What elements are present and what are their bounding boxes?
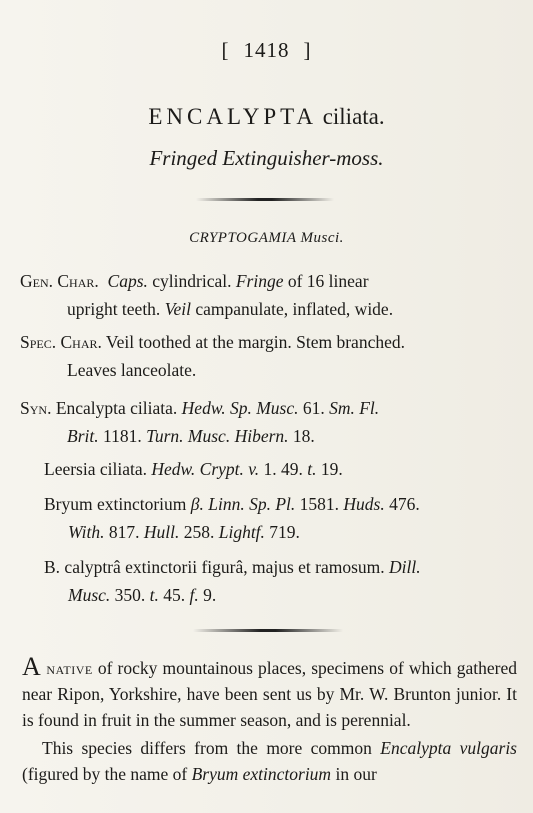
order-name: Musci.	[300, 230, 344, 246]
bryum-ref-linn: β. Linn. Sp. Pl.	[190, 494, 296, 514]
description-text-2: This species differs from the more common	[42, 738, 381, 758]
syn-text-2: 61.	[298, 398, 330, 418]
bryum-num-4: 258.	[179, 522, 219, 542]
syn-text-3: 1181.	[98, 426, 147, 446]
synonym-bryum	[44, 490, 420, 546]
bryum-name: Bryum extinctorium	[44, 494, 191, 514]
syn-text-4: 18.	[288, 426, 315, 446]
description-paragraph-2	[22, 735, 517, 787]
description-paragraph-1	[22, 654, 517, 733]
leersia-num: 1. 49.	[259, 459, 308, 479]
bryum-num-5: 719.	[264, 522, 300, 542]
description-text-3: (figured by the name of	[22, 764, 192, 784]
bcal-f: f.	[189, 585, 199, 605]
ornamental-rule-top	[196, 198, 334, 201]
bcal-num-2: 45.	[158, 585, 190, 605]
bryum-num-2: 476.	[384, 494, 420, 514]
gen-char-caps: Caps.	[107, 271, 148, 291]
syn-ref-hedw: Hedw. Sp. Musc.	[181, 398, 299, 418]
synonym-dillenius	[44, 553, 421, 609]
spec-char-text-1: Veil toothed at the margin. Stem branched.	[101, 332, 405, 352]
gen-char-veil: Veil	[164, 299, 191, 319]
common-name: Fringed Extinguisher-moss.	[149, 146, 384, 170]
ornamental-rule-bottom	[193, 629, 343, 632]
leersia-t: t.	[307, 459, 317, 479]
syn-ref-turn: Turn. Musc. Hibern.	[146, 426, 289, 446]
bryum-ref-lightf: Lightf.	[218, 522, 265, 542]
gen-char-label: Gen. Char.	[20, 271, 99, 291]
bryum-ref-hull: Hull.	[143, 522, 180, 542]
leersia-name: Leersia ciliata.	[44, 459, 152, 479]
plate-number	[0, 38, 533, 63]
description-text-4: in our	[331, 764, 377, 784]
leersia-num-2: 19.	[316, 459, 343, 479]
native-word: native	[40, 658, 93, 678]
plate-close-bracket: ]	[303, 38, 312, 62]
description	[22, 654, 517, 787]
specific-character	[20, 328, 405, 384]
genus-name: ENCALYPTA	[148, 104, 317, 129]
spec-char-label: Spec. Char.	[20, 332, 102, 352]
bcal-num-1: 350.	[110, 585, 150, 605]
bcal-text: B. calyptrâ extinctorii figurâ, majus et ramosum.	[44, 557, 390, 577]
gen-char-text-4: campanulate, inflated, wide.	[190, 299, 394, 319]
encalypta-vulgaris: Encalypta vulgaris	[380, 738, 517, 758]
bryum-ref-huds: Huds.	[343, 494, 385, 514]
leersia-ref: Hedw. Crypt. v.	[151, 459, 260, 479]
syn-label: Syn.	[20, 398, 52, 418]
class-name: CRYPTOGAMIA	[189, 230, 297, 246]
gen-char-text-2: of 16 linear	[283, 271, 369, 291]
generic-character	[20, 267, 393, 323]
plate-open-bracket: [	[221, 38, 230, 62]
syn-ref-brit: Brit.	[67, 426, 99, 446]
species-title	[0, 104, 533, 130]
bryum-num-1: 1581.	[295, 494, 344, 514]
plate-number-value: 1418	[243, 38, 290, 62]
species-epithet: ciliata.	[322, 104, 385, 129]
spec-char-text-2: Leaves lanceolate.	[67, 360, 197, 380]
description-text-1: of rocky mountainous places, specimens of which gathered near Ripon, Yorkshire, have been sent us by Mr. W. Brunton junior. It is found in fruit in the summer season, and is perennial.	[22, 658, 517, 730]
synonym-leersia	[44, 455, 343, 483]
bcal-ref-musc: Musc.	[68, 585, 111, 605]
syn-text-1: Encalypta ciliata.	[51, 398, 182, 418]
bryum-extinctorium: Bryum extinctorium	[191, 764, 332, 784]
gen-char-fringe: Fringe	[235, 271, 284, 291]
bryum-ref-with: With.	[68, 522, 105, 542]
classification	[0, 230, 533, 247]
bcal-num-3: 9.	[198, 585, 217, 605]
gen-char-text-1: cylindrical.	[147, 271, 236, 291]
gen-char-text-3: upright teeth.	[67, 299, 165, 319]
synonymy	[20, 394, 379, 450]
drop-cap: A	[22, 652, 41, 681]
syn-ref-sm: Sm. Fl.	[329, 398, 380, 418]
bcal-ref-dill: Dill.	[389, 557, 421, 577]
bcal-t: t.	[149, 585, 159, 605]
bryum-num-3: 817.	[104, 522, 144, 542]
